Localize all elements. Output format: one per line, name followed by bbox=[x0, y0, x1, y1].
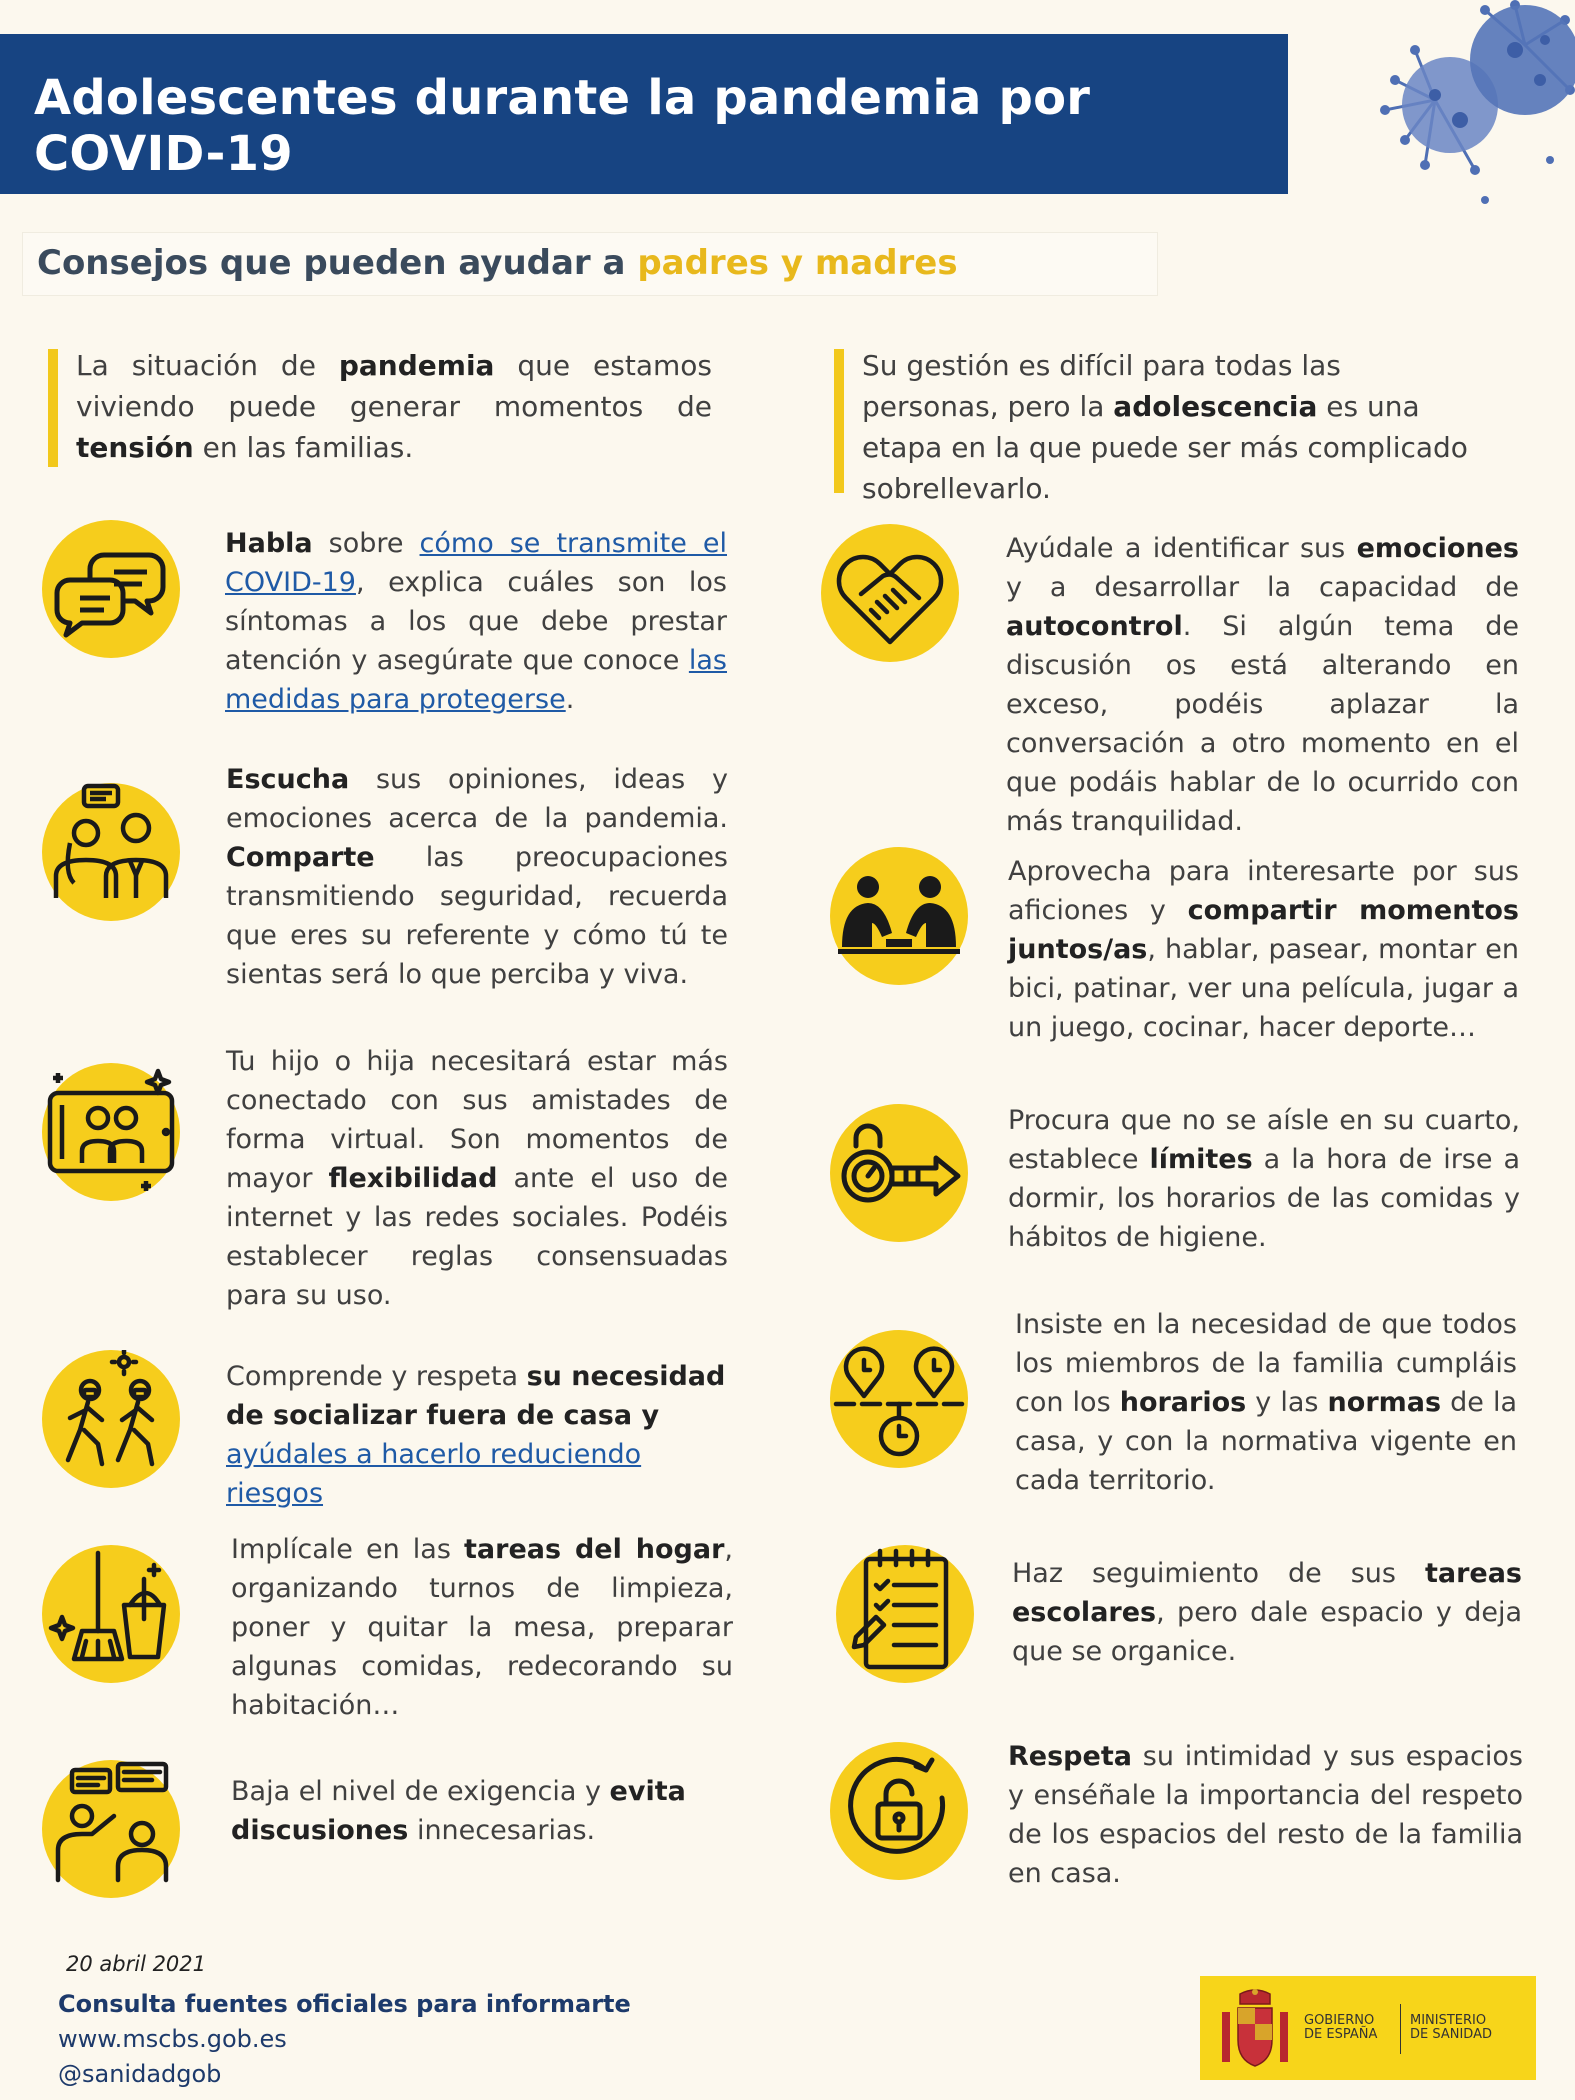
subtitle: Consejos que pueden ayudar a padres y madres bbox=[37, 243, 958, 283]
virus-illustration bbox=[1315, 0, 1575, 220]
tip-emociones: Ayúdale a identificar sus emociones y a desarrollar la capacidad de autocontrol. Si algún tema de discusión os está alterando en exceso, podéis aplazar la conversación a otro momento en el que podáis hablar de lo ocurrido con más tranquilidad. bbox=[1006, 533, 1519, 837]
coat-of-arms-icon bbox=[1216, 1988, 1294, 2070]
footer-consulta: Consulta fuentes oficiales para informarte bbox=[58, 1990, 631, 2018]
tip-socializar: Comprende y respeta su necesidad de socializar fuera de casa y ayúdales a hacerlo reduciendo riesgos bbox=[226, 1361, 726, 1509]
tip-escucha: Escucha sus opiniones, ideas y emociones acerca de la pandemia. Comparte las preocupaciones transmitiendo seguridad, recuerda que eres su referente y cómo tú te sientas será lo que perciba y viva. bbox=[226, 764, 728, 990]
tip-escolares: Haz seguimiento de sus tareas escolares, pero dale espacio y deja que se organice. bbox=[1012, 1558, 1522, 1667]
footer-website[interactable]: www.mscbs.gob.es bbox=[58, 2025, 287, 2053]
tip-conectado: Tu hijo o hija necesitará estar más conectado con sus amistades de forma virtual. Son momentos de mayor flexibilidad ante el uso de internet y las redes sociales. Podéis establecer reglas consensuadas para su uso. bbox=[226, 1046, 728, 1311]
intro-right: Su gestión es difícil para todas las personas, pero la adolescencia es una etapa en la que puede ser más complicado sobrellevarlo. bbox=[862, 345, 1486, 509]
clocks-schedule-icon bbox=[830, 1330, 968, 1468]
tip-aficiones: Aprovecha para interesarte por sus aficiones y compartir momentos juntos/as, hablar, pasear, montar en bici, patinar, ver una película, jugar a un juego, cocinar, hacer deporte… bbox=[1008, 856, 1519, 1043]
gobierno-logo: GOBIERNO DE ESPAÑA MINISTERIO DE SANIDAD bbox=[1200, 1976, 1536, 2080]
tip-tareas-hogar: Implícale en las tareas del hogar, organizando turnos de limpieza, poner y quitar la mesa, preparar algunas comidas, redecorando su habitación… bbox=[231, 1534, 733, 1721]
subtitle-box bbox=[22, 232, 1158, 296]
cleaning-tools-icon bbox=[42, 1545, 180, 1683]
tip-habla: Habla sobre cómo se transmite el COVID-19, explica cuáles son los síntomas a los que debe prestar atención y asegúrate que conoce las medidas para protegerse. bbox=[225, 528, 727, 715]
teacher-presentation-icon bbox=[42, 1760, 180, 1898]
tip-intimidad: Respeta su intimidad y sus espacios y enséñale la importancia del respeto de los espacios del resto de la familia en casa. bbox=[1008, 1741, 1523, 1889]
tip-exigencia: Baja el nivel de exigencia y evita discusiones innecesarias. bbox=[231, 1776, 686, 1846]
link-transmision[interactable]: cómo se transmite el COVID-19 bbox=[225, 528, 727, 598]
checklist-icon bbox=[836, 1545, 974, 1683]
tip-horarios: Insiste en la necesidad de que todos los miembros de la familia cumpláis con los horarios y las normas de la casa, y con la normativa vigente en cada territorio. bbox=[1015, 1309, 1518, 1496]
parent-child-talk-icon bbox=[42, 783, 180, 921]
walking-with-masks-icon bbox=[42, 1350, 180, 1488]
accent-bar bbox=[48, 349, 58, 467]
subtitle-highlight: padres y madres bbox=[637, 243, 958, 283]
video-call-icon bbox=[42, 1063, 180, 1201]
speech-bubbles-icon bbox=[42, 520, 180, 658]
heart-handshake-icon bbox=[821, 524, 959, 662]
link-medidas[interactable]: las medidas para protegerse bbox=[225, 645, 727, 715]
date: 20 abril 2021 bbox=[66, 1952, 207, 1976]
open-padlock-icon bbox=[830, 1742, 968, 1880]
link-reducir-riesgos[interactable]: ayúdales a hacerlo reduciendo riesgos bbox=[226, 1439, 642, 1509]
accent-bar bbox=[834, 349, 844, 493]
padlock-key-icon bbox=[830, 1104, 968, 1242]
page-title: Adolescentes durante la pandemia por COVID-19 bbox=[34, 70, 1091, 182]
intro-left: La situación de pandemia que estamos viviendo puede generar momentos de tensión en las familias. bbox=[76, 345, 712, 468]
playing-together-icon bbox=[830, 847, 968, 985]
footer-twitter[interactable]: @sanidadgob bbox=[58, 2060, 222, 2088]
header-banner bbox=[0, 34, 1288, 194]
tip-limites: Procura que no se aísle en su cuarto, establece límites a la hora de irse a dormir, los horarios de las comidas y hábitos de higiene. bbox=[1008, 1105, 1520, 1253]
